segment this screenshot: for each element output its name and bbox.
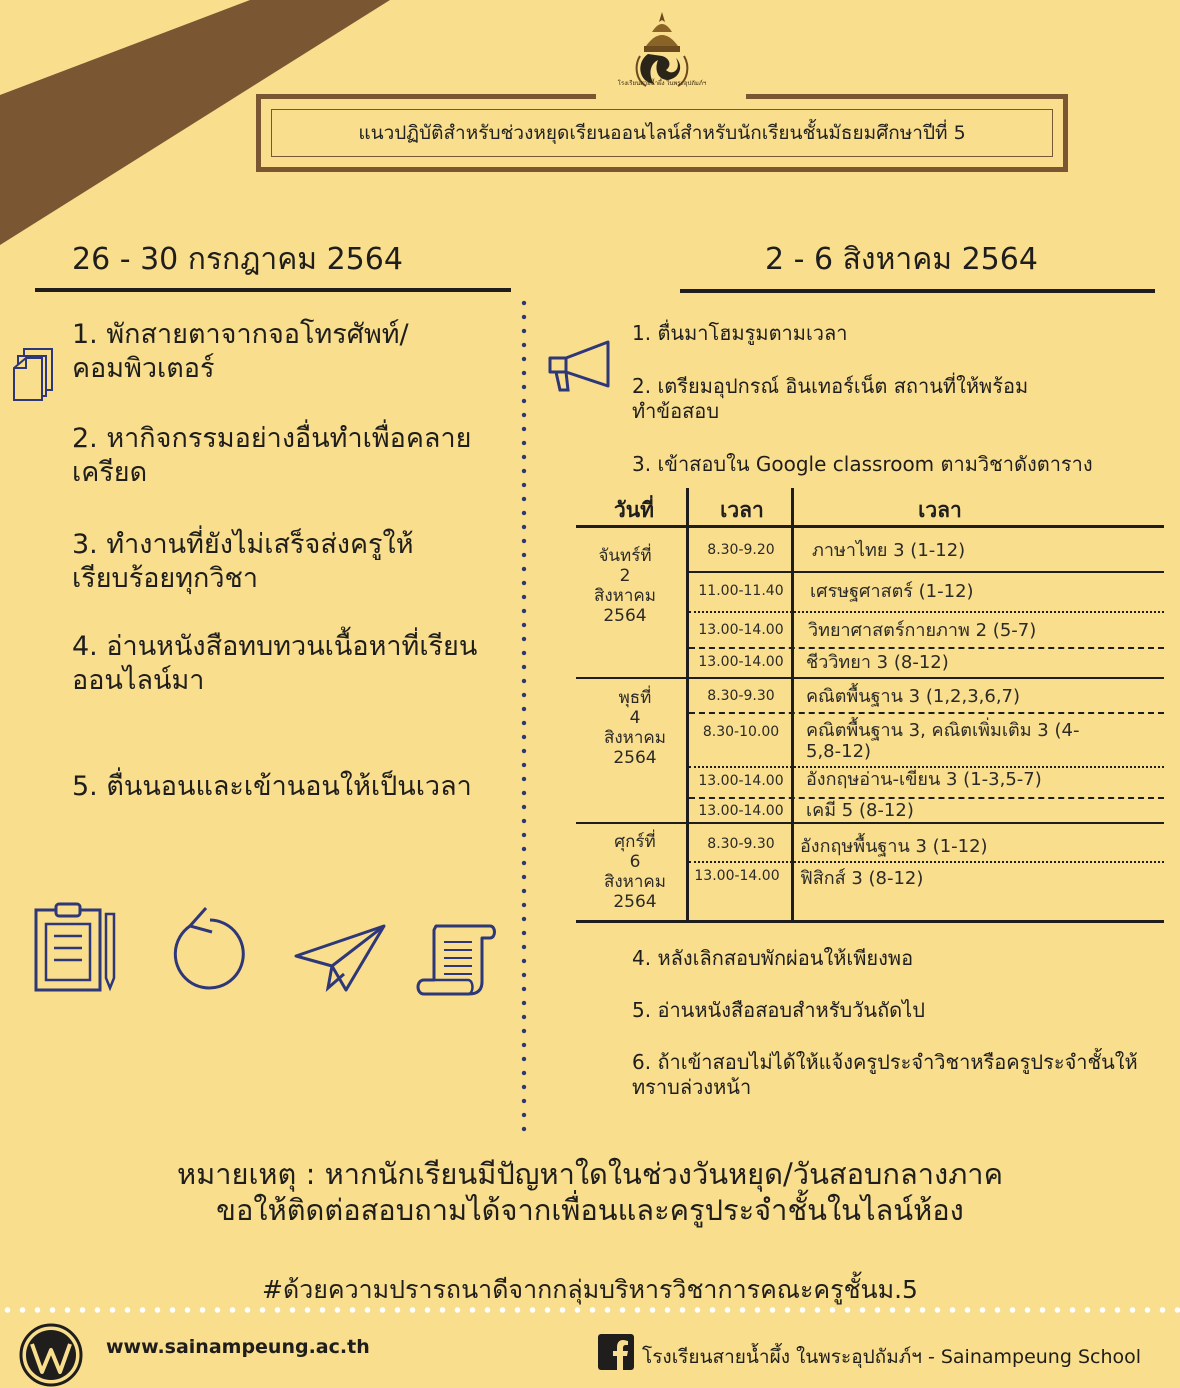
documents-icon xyxy=(12,346,58,402)
table-header-time: เวลา xyxy=(720,498,764,522)
page-title: แนวปฏิบัติสำหรับช่วงหยุดเรียนออนไลน์สำหรับนักเรียนชั้นมัธยมศึกษาปีที่ 5 xyxy=(358,122,966,144)
exam-subject: ชีววิทยา 3 (8-12) xyxy=(806,652,949,673)
day-label: พุธที่ 4 สิงหาคม 2564 xyxy=(603,688,666,768)
right-item-3: 3. เข้าสอบใน Google classroom ตามวิชาดังตาราง xyxy=(632,452,1093,476)
left-item-1: 1. พักสายตาจากจอโทรศัพท์/คอมพิวเตอร์ xyxy=(72,319,409,384)
right-item-6: 6. ถ้าเข้าสอบไม่ได้ให้แจ้งครูประจำวิชาหรือครูประจำชั้นให้ทราบล่วงหน้า xyxy=(632,1050,1138,1099)
exam-subject: ภาษาไทย 3 (1-12) xyxy=(812,540,966,561)
exam-subject: เคมี 5 (8-12) xyxy=(806,800,914,821)
day-label: ศุกร์ที่ 6 สิงหาคม 2564 xyxy=(603,832,666,912)
column-divider xyxy=(521,296,527,1136)
exam-time: 13.00-14.00 xyxy=(698,622,784,638)
exam-time: 13.00-14.00 xyxy=(694,868,780,884)
scroll-icon xyxy=(414,922,498,998)
footer-divider xyxy=(0,1306,1180,1314)
left-heading-rule xyxy=(35,288,511,292)
crest-caption: โรงเรียนสายน้ำผึ้ง ในพระอุปถัมภ์ฯ xyxy=(617,80,707,87)
exam-time: 13.00-14.00 xyxy=(698,654,784,670)
exam-subject: วิทยาศาสตร์กายภาพ 2 (5-7) xyxy=(808,620,1037,641)
right-date-heading: 2 - 6 สิงหาคม 2564 xyxy=(765,242,1038,277)
note-line-2: ขอให้ติดต่อสอบถามได้จากเพื่อนและครูประจำชั้นในไลน์ห้อง xyxy=(216,1193,964,1227)
exam-subject: อังกฤษอ่าน-เขียน 3 (1-3,5-7) xyxy=(806,769,1042,790)
exam-time: 8.30-9.30 xyxy=(707,836,775,852)
wordpress-icon[interactable] xyxy=(18,1322,84,1388)
left-item-3: 3. ทำงานที่ยังไม่เสร็จส่งครูให้เรียบร้อยทุกวิชา xyxy=(72,529,414,594)
table-header-date: วันที่ xyxy=(614,498,654,522)
exam-subject: เศรษฐศาสตร์ (1-12) xyxy=(810,581,974,602)
exam-subject: อังกฤษพื้นฐาน 3 (1-12) xyxy=(800,836,988,857)
left-item-5: 5. ตื่นนอนและเข้านอนให้เป็นเวลา xyxy=(72,771,472,802)
refresh-icon xyxy=(166,902,250,996)
hashtag-line: #ด้วยความปรารถนาดีจากกลุ่มบริหารวิชาการคณะครูชั้นม.5 xyxy=(262,1275,918,1304)
exam-time: 8.30-9.30 xyxy=(707,688,775,704)
right-item-1: 1. ตื่นมาโฮมรูมตามเวลา xyxy=(632,321,848,345)
right-item-2: 2. เตรียมอุปกรณ์ อินเทอร์เน็ต สถานที่ให้พร้อมทำข้อสอบ xyxy=(632,374,1029,423)
exam-time: 13.00-14.00 xyxy=(698,803,784,819)
exam-subject: คณิตพื้นฐาน 3, คณิตเพิ่มเติม 3 (4-5,8-12) xyxy=(806,720,1080,762)
left-date-heading: 26 - 30 กรกฎาคม 2564 xyxy=(72,242,403,277)
left-item-4: 4. อ่านหนังสือทบทวนเนื้อหาที่เรียนออนไลน์มา xyxy=(72,631,478,696)
right-heading-rule xyxy=(680,289,1155,293)
megaphone-icon xyxy=(546,338,616,396)
exam-time: 8.30-9.20 xyxy=(707,542,775,558)
exam-time: 13.00-14.00 xyxy=(698,773,784,789)
day-label: จันทร์ที่ 2 สิงหาคม 2564 xyxy=(593,546,656,626)
facebook-icon[interactable] xyxy=(598,1334,634,1370)
right-item-4: 4. หลังเลิกสอบพักผ่อนให้เพียงพอ xyxy=(632,946,914,970)
paper-plane-icon xyxy=(292,920,390,996)
left-item-2: 2. หากิจกรรมอย่างอื่นทำเพื่อคลายเครียด xyxy=(72,423,472,488)
right-item-5: 5. อ่านหนังสือสอบสำหรับวันถัดไป xyxy=(632,998,925,1022)
note-line-1: หมายเหตุ : หากนักเรียนมีปัญหาใดในช่วงวันหยุด/วันสอบกลางภาค xyxy=(177,1157,1003,1191)
clipboard-icon xyxy=(30,900,120,996)
table-header-subject: เวลา xyxy=(918,498,962,522)
website-link[interactable]: www.sainampeung.ac.th xyxy=(106,1336,370,1358)
exam-subject: คณิตพื้นฐาน 3 (1,2,3,6,7) xyxy=(806,686,1021,707)
exam-time: 11.00-11.40 xyxy=(698,583,784,599)
facebook-page-link[interactable]: โรงเรียนสายน้ำผึ้ง ในพระอุปถัมภ์ฯ - Sainampeung School xyxy=(642,1346,1142,1368)
exam-subject: ฟิสิกส์ 3 (8-12) xyxy=(800,868,924,889)
exam-time: 8.30-10.00 xyxy=(702,724,780,740)
